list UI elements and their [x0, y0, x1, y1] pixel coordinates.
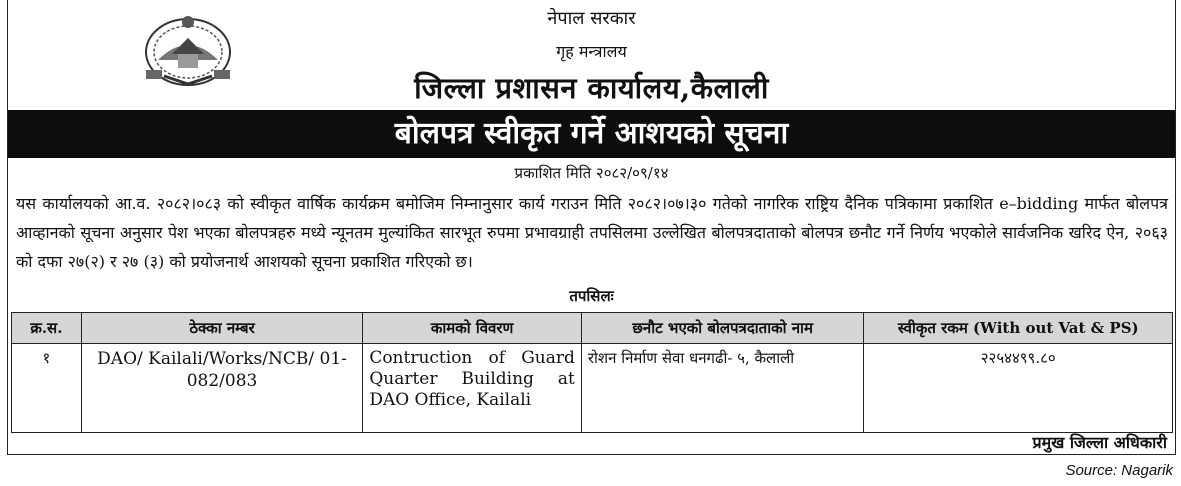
- published-date: प्रकाशित मिति २०८२/०९/१४: [514, 164, 669, 182]
- cell-description: Contruction of Guard Quarter Building at DAO Office, Kailali: [363, 344, 582, 433]
- ministry-name: गृह मन्त्रालय: [556, 42, 627, 61]
- header-contract-no: ठेक्का नम्बर: [81, 313, 363, 344]
- cell-bidder: रोशन निर्माण सेवा धनगढी- ५, कैलाली: [581, 344, 864, 433]
- notice-title: बोलपत्र स्वीकृत गर्ने आशयको सूचना: [8, 110, 1175, 158]
- table-row: [12, 344, 1173, 433]
- header-serial: क्र.स.: [12, 313, 82, 344]
- signatory: प्रमुख जिल्ला अधिकारी: [1032, 433, 1167, 452]
- cell-contract-no: DAO/ Kailali/Works/NCB/ 01-082/083: [81, 344, 363, 433]
- notice: [7, 0, 1176, 455]
- source-credit: Source: Nagarik: [1065, 462, 1173, 479]
- header-amount: स्वीकृत रकम (With out Vat & PS): [864, 313, 1173, 344]
- award-table: [11, 312, 1173, 433]
- table-header-row: [12, 313, 1173, 344]
- header-description: कामको विवरण: [363, 313, 582, 344]
- office-name: जिल्ला प्रशासन कार्यालय,कैलाली: [414, 71, 769, 105]
- cell-amount: २२५४४९९.८०: [864, 344, 1173, 433]
- notice-body: यस कार्यालयको आ.व. २०८२।०८३ को स्वीकृत वार्षिक कार्यक्रम बमोजिम निम्नानुसार कार्य गराउन मिति २०८२।०७।३० गतेको नागरिक राष्ट्रिय दैनिक पत्रिकामा प्रकाशित e–bidding मार्फत बोलपत्र आव्हानको सूचना अनुसार पेश भएका बोलपत्रहरु मध्ये न्यूनतम मुल्यांकित सारभूत रुपमा प्रभावग्राही तपसिलमा उल्लेखित बोलपत्रदाताको बोलपत्र छनौट गर्ने निर्णय भएकोले सार्वजनिक खरिद ऐन, २०६३ को दफा २७(२) र २७ (३) को प्रयोजनार्थ आशयको सूचना प्रकाशित गरिएको छ।: [16, 194, 1168, 271]
- header-bidder: छनौट भएको बोलपत्रदाताको नाम: [581, 313, 864, 344]
- cell-serial: १: [12, 344, 82, 433]
- government-name: नेपाल सरकार: [547, 8, 636, 29]
- details-heading: तपसिलः: [569, 287, 614, 305]
